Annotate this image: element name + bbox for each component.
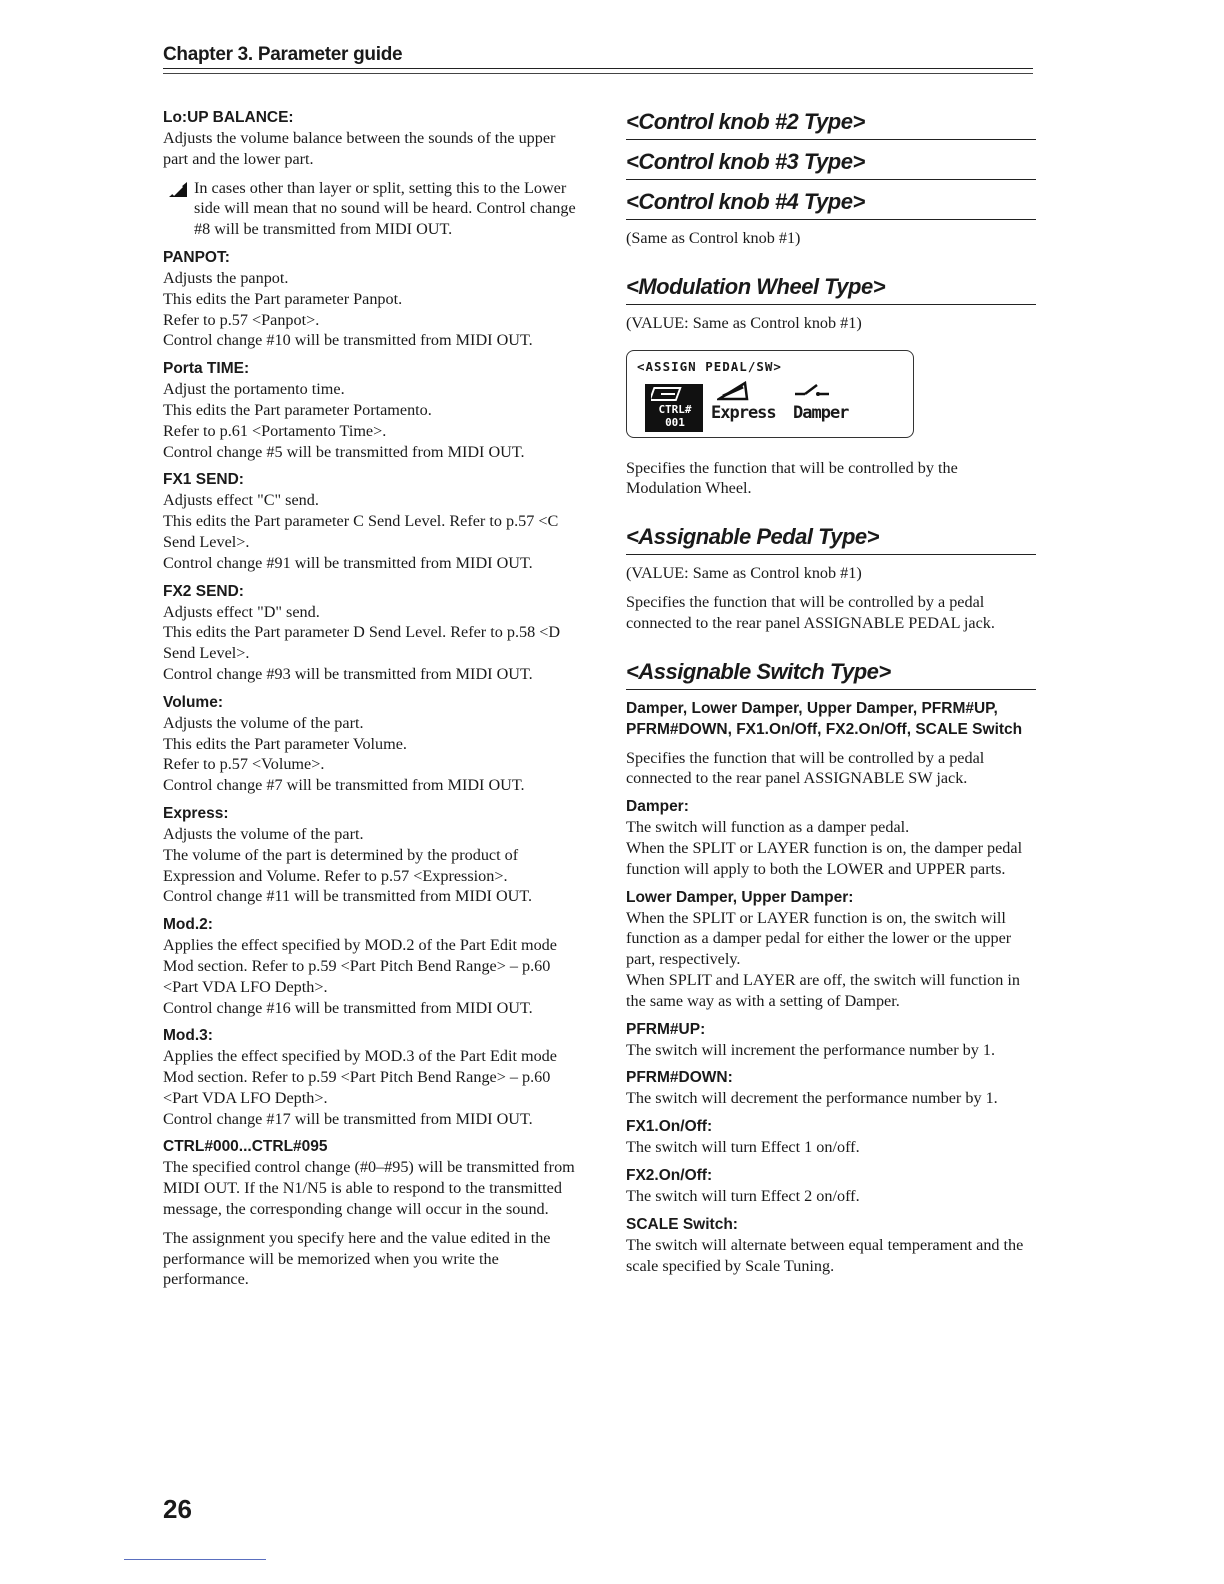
paragraph: The switch will function as a damper pedal. (626, 818, 910, 837)
lcd-display (626, 350, 914, 438)
page-number: 26 (163, 1494, 192, 1524)
left-column (163, 108, 578, 1290)
paragraph: This edits the Part parameter Portamento. (163, 400, 432, 419)
paragraph: Control change #10 will be transmitted from MIDI OUT. (163, 331, 533, 350)
paragraph: When the SPLIT or LAYER function is on, the damper pedal function will apply to both the LOWER and UPPER parts. (626, 838, 1023, 878)
section-title-knob2: <Control knob #2 Type> (626, 108, 1036, 140)
note-pencil-icon (167, 180, 189, 198)
paragraph: Control change #11 will be transmitted from MIDI OUT. (163, 887, 533, 906)
heading-mod2: Mod.2: (163, 916, 213, 934)
heading-express: Express: (163, 804, 229, 822)
paragraph: (Same as Control knob #1) (626, 229, 801, 247)
heading-fx1-onoff: FX1.On/Off: (626, 1118, 713, 1136)
heading-pfrm-up: PFRM#UP: (626, 1020, 706, 1038)
section-title-switch: <Assignable Switch Type> (626, 658, 1036, 690)
paragraph: This edits the Part parameter D Send Level. Refer to p.58 <D Send Level>. (163, 623, 561, 663)
paragraph: Control change #93 will be transmitted from MIDI OUT. (163, 664, 533, 683)
lcd-ctrl-label (647, 403, 703, 429)
paragraph: (VALUE: Same as Control knob #1) (626, 313, 862, 332)
heading-mod3: Mod.3: (163, 1027, 213, 1045)
switch-icon (793, 381, 831, 399)
section-title-knob4: <Control knob #4 Type> (626, 188, 1036, 220)
paragraph: The specified control change (#0–#95) will be transmitted from MIDI OUT. If the N1/N5 is able to respond to the transmitted message, the corresponding change will occur in the sound. (163, 1158, 575, 1219)
paragraph: The volume of the part is determined by the product of Expression and Volume. Refer to p.57 <Expression>. (163, 845, 519, 885)
header-rule-thin (163, 73, 1033, 74)
heading-fx2-send: FX2 SEND: (163, 582, 244, 600)
paragraph: Adjusts effect "D" send. (163, 602, 320, 621)
paragraph: (VALUE: Same as Control knob #1) (626, 564, 862, 583)
section-title-pedal: <Assignable Pedal Type> (626, 523, 1036, 555)
heading-volume: Volume: (163, 693, 223, 711)
paragraph: Adjust the portamento time. (163, 380, 345, 399)
paragraph: The switch will increment the performance number by 1. (626, 1040, 996, 1059)
paragraph: Control change #5 will be transmitted from MIDI OUT. (163, 442, 525, 461)
paragraph: This edits the Part parameter Volume. (163, 734, 407, 753)
heading-panpot: PANPOT: (163, 248, 230, 266)
paragraph: Refer to p.57 <Panpot>. (163, 310, 320, 329)
lcd-title: <ASSIGN PEDAL/SW> (637, 358, 782, 374)
paragraph: Adjusts the volume balance between the sounds of the upper part and the lower part. (163, 129, 556, 168)
heading-damper: Damper: (626, 798, 689, 816)
paragraph: Control change #7 will be transmitted from MIDI OUT. (163, 776, 525, 795)
paragraph: Applies the effect specified by MOD.3 of the Part Edit mode Mod section. Refer to p.59 <Part Pitch Bend Range> – p.60 <Part VDA LFO Depth>. (163, 1047, 557, 1107)
paragraph: Applies the effect specified by MOD.2 of the Part Edit mode Mod section. Refer to p.59 <Part Pitch Bend Range> – p.60 <Part VDA LFO Depth>. (163, 936, 557, 996)
heading-scale-switch: SCALE Switch: (626, 1215, 738, 1233)
lcd-label-express: Express (711, 402, 776, 423)
paragraph: Adjusts the volume of the part. (163, 824, 364, 843)
heading-ctrl-range: CTRL#000...CTRL#095 (163, 1138, 328, 1156)
paragraph: The assignment you specify here and the value edited in the performance will be memorized when you write the performance. (163, 1228, 551, 1289)
paragraph: Adjusts the volume of the part. (163, 713, 364, 732)
paragraph: Adjusts the panpot. (163, 268, 289, 287)
paragraph: Control change #91 will be transmitted from MIDI OUT. (163, 553, 533, 572)
paragraph: Control change #16 will be transmitted from MIDI OUT. (163, 998, 533, 1017)
paragraph: Adjusts effect "C" send. (163, 491, 319, 510)
heading-fx2-onoff: FX2.On/Off: (626, 1166, 713, 1184)
pedal-icon (717, 381, 751, 401)
paragraph: Specifies the function that will be controlled by a pedal connected to the rear panel ASSIGNABLE PEDAL jack. (626, 592, 995, 632)
lcd-ctrl-line2: 001 (665, 415, 685, 429)
switch-options: Damper, Lower Damper, Upper Damper, PFRM#UP, PFRM#DOWN, FX1.On/Off, FX2.On/Off, SCALE Switch (626, 699, 1023, 738)
right-column (626, 108, 1036, 1276)
heading-porta-time: Porta TIME: (163, 360, 250, 378)
heading-lo-up-balance: Lo:UP BALANCE: (163, 109, 294, 126)
paragraph: Specifies the function that will be controlled by a pedal connected to the rear panel ASSIGNABLE SW jack. (626, 748, 985, 788)
paragraph: When SPLIT and LAYER are off, the switch will function in the same way as with a setting of Damper. (626, 970, 1020, 1010)
note-text: In cases other than layer or split, setting this to the Lower side will mean that no sound will be heard. Control change #8 will be transmitted from MIDI OUT. (194, 178, 576, 239)
heading-lower-upper-damper: Lower Damper, Upper Damper: (626, 888, 854, 906)
chapter-title: Chapter 3. Parameter guide (163, 44, 403, 65)
paragraph: This edits the Part parameter C Send Level. Refer to p.57 <C Send Level>. (163, 512, 559, 551)
paragraph: Refer to p.61 <Portamento Time>. (163, 421, 387, 440)
paragraph: Refer to p.57 <Volume>. (163, 755, 325, 774)
paragraph: The switch will alternate between equal temperament and the scale specified by Scale Tuning. (626, 1235, 1024, 1275)
heading-pfrm-down: PFRM#DOWN: (626, 1069, 733, 1087)
note (163, 178, 578, 240)
paragraph: When the SPLIT or LAYER function is on, the switch will function as a damper pedal for either the lower or the upper part, respectively. (626, 908, 1012, 969)
paragraph: The switch will turn Effect 2 on/off. (626, 1186, 860, 1205)
paragraph: Control change #17 will be transmitted from MIDI OUT. (163, 1109, 533, 1128)
lcd-label-damper: Damper (793, 402, 849, 423)
section-title-knob3: <Control knob #3 Type> (626, 148, 1036, 180)
paragraph: Specifies the function that will be controlled by the Modulation Wheel. (626, 458, 958, 498)
header-rule (163, 68, 1033, 69)
paragraph: The switch will turn Effect 1 on/off. (626, 1138, 860, 1157)
heading-fx1-send: FX1 SEND: (163, 471, 244, 489)
paragraph: The switch will decrement the performance number by 1. (626, 1089, 998, 1108)
paragraph: This edits the Part parameter Panpot. (163, 289, 403, 308)
footer-rule (124, 1559, 266, 1560)
wheel-icon (651, 386, 685, 402)
section-title-modwheel: <Modulation Wheel Type> (626, 273, 1036, 305)
lcd-ctrl-line1: CTRL# (658, 402, 692, 416)
